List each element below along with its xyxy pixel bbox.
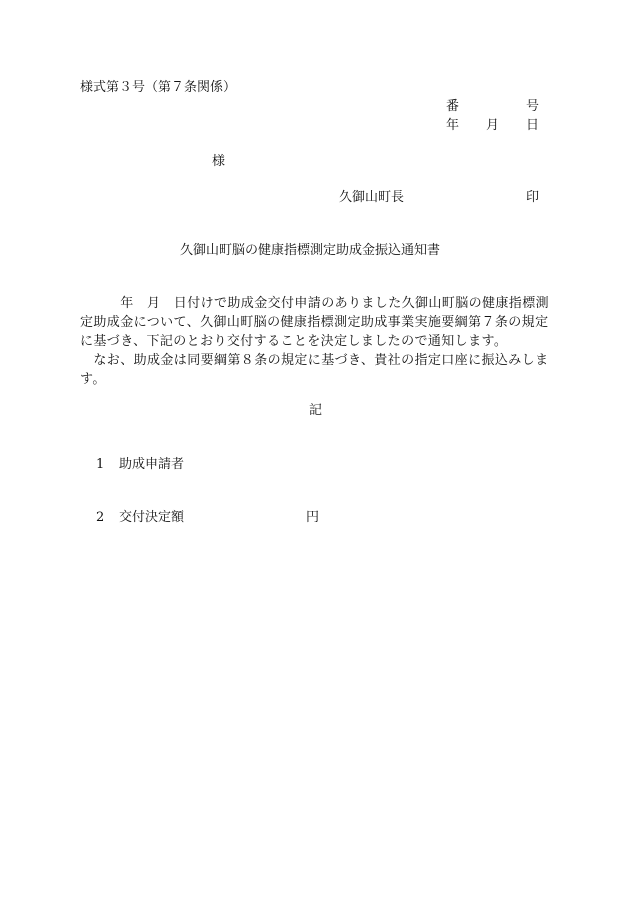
- body-text: [80, 294, 556, 389]
- addressee-suffix: 様: [212, 154, 226, 169]
- paragraph-2-line-2: す。: [80, 372, 106, 387]
- document-number-suffix: 号: [526, 99, 540, 114]
- date-year: 年: [446, 118, 460, 133]
- issuer-seal: 印: [526, 190, 540, 205]
- date-day: 日: [526, 118, 540, 133]
- document-number-label: 番: [446, 99, 460, 114]
- item-2-unit: 円: [306, 510, 320, 525]
- paragraph-1-line-1: 年 月 日付けで助成金交付申請のありました久御山町脳の健康指標測: [80, 296, 550, 311]
- paragraph-1-line-2: 定助成金について、久御山町脳の健康指標測定助成事業実施要綱第７条の規定: [80, 315, 549, 330]
- document-title: 久御山町脳の健康指標測定助成金振込通知書: [180, 243, 441, 258]
- date-month: 月: [486, 118, 500, 133]
- form-label: 様式第３号（第７条関係）: [80, 80, 237, 95]
- item-1-number: 1: [96, 457, 105, 472]
- issuer-name: 久御山町長: [339, 190, 405, 205]
- paragraph-1-line-3: に基づき、下記のとおり交付することを決定しましたので通知します。: [80, 334, 508, 349]
- item-1-label: 助成申請者: [119, 457, 185, 472]
- item-2-label: 交付決定額: [119, 510, 185, 525]
- ki-heading: 記: [309, 403, 323, 418]
- paragraph-2-line-1: なお、助成金は同要綱第８条の規定に基づき、貴社の指定口座に振込みしま: [80, 353, 549, 368]
- item-2-number: 2: [96, 510, 105, 525]
